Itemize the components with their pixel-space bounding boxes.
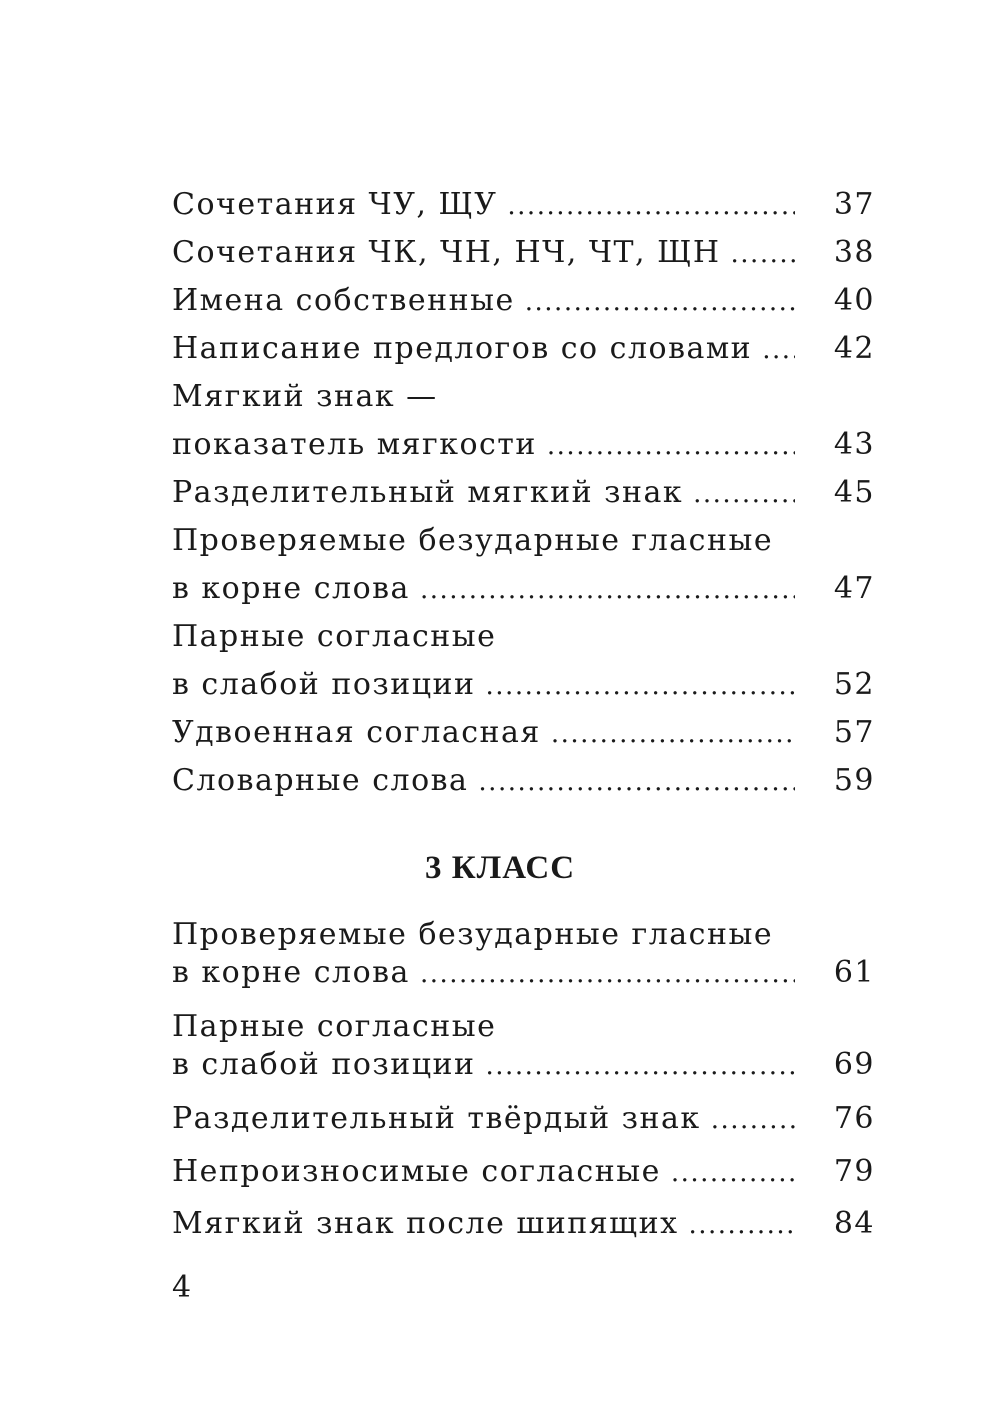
dot-leader	[688, 1201, 795, 1249]
toc-entry-title: Написание предлогов со словами	[172, 331, 753, 366]
toc-entry-line	[172, 661, 875, 709]
toc-entry-page: 84	[833, 1206, 875, 1241]
dot-leader	[525, 278, 795, 326]
dot-leader	[731, 230, 795, 278]
toc-entry[interactable]	[172, 1095, 875, 1143]
toc-entry-line	[172, 757, 875, 805]
toc-entry-line	[172, 709, 875, 757]
toc-entry-title: Проверяемые безударные гласные	[172, 917, 774, 952]
toc-entry[interactable]	[172, 469, 875, 517]
dot-leader	[762, 326, 795, 374]
section-heading: 3 КЛАСС	[424, 850, 576, 886]
toc-entry-title: Парные согласные	[172, 619, 497, 654]
toc-entry-title: Мягкий знак после шипящих	[172, 1206, 679, 1241]
toc-entry-title-continued: в корне слова	[172, 571, 410, 606]
toc-entry-title: Сочетания ЧК, ЧН, НЧ, ЧТ, ЩН	[172, 235, 721, 270]
toc-entry-line	[172, 1095, 875, 1143]
toc-entry[interactable]	[172, 277, 875, 325]
toc-entry-page: 37	[833, 187, 875, 222]
toc-entry[interactable]	[172, 325, 875, 373]
toc-entry-title-continued: в слабой позиции	[172, 667, 476, 702]
toc-entry-title: Проверяемые безударные гласные	[172, 523, 774, 558]
toc-entry-title-continued: в слабой позиции	[172, 1047, 476, 1082]
page-number: 4	[172, 1270, 192, 1305]
toc-entry-page: 69	[833, 1047, 875, 1082]
dot-leader	[478, 758, 795, 806]
toc-entry-page: 38	[833, 235, 875, 270]
toc-entry-line	[172, 469, 875, 517]
toc-entry-line	[172, 325, 875, 373]
toc-entry-line	[172, 421, 875, 469]
toc-entry[interactable]	[172, 517, 875, 613]
toc-entry-title: Разделительный мягкий знак	[172, 475, 684, 510]
dot-leader	[547, 422, 795, 470]
toc-entry-page: 40	[833, 283, 875, 318]
toc-entry-page: 52	[833, 667, 875, 702]
toc-entry[interactable]	[172, 229, 875, 277]
toc-entry[interactable]	[172, 757, 875, 805]
toc-entry-title: Мягкий знак —	[172, 379, 438, 414]
toc-entry-page: 43	[833, 427, 875, 462]
toc-entry-line	[172, 1046, 875, 1084]
toc-entry-title-continued: в корне слова	[172, 955, 410, 990]
toc-entry-title: Сочетания ЧУ, ЩУ	[172, 187, 498, 222]
toc-entry[interactable]	[172, 1148, 875, 1196]
toc-entry-title: Непроизносимые согласные	[172, 1154, 661, 1189]
toc-entry-line	[172, 373, 875, 421]
dot-leader	[711, 1096, 795, 1144]
toc-entry[interactable]	[172, 181, 875, 229]
toc-entry-page: 47	[833, 571, 875, 606]
toc-entry-title: Имена собственные	[172, 283, 515, 318]
toc-entry-title: Разделительный твёрдый знак	[172, 1101, 701, 1136]
dot-leader	[507, 182, 795, 230]
dot-leader	[420, 566, 795, 614]
dot-leader	[486, 662, 795, 710]
toc-entry-title: Удвоенная согласная	[172, 715, 541, 750]
toc-entry-page: 59	[833, 763, 875, 798]
dot-leader	[693, 470, 795, 518]
dot-leader	[671, 1149, 795, 1197]
toc-entry-line	[172, 1008, 875, 1046]
toc-entry-line	[172, 229, 875, 277]
dot-leader	[486, 1047, 795, 1085]
toc-entry-page: 42	[833, 331, 875, 366]
toc-entry[interactable]	[172, 1200, 875, 1248]
toc-entry-line	[172, 1200, 875, 1248]
toc-entry-page: 61	[833, 955, 875, 990]
toc-entry-line	[172, 517, 875, 565]
toc-entry-title: Парные согласные	[172, 1009, 497, 1044]
toc-entry-title: Словарные слова	[172, 763, 469, 798]
toc-entry-line	[172, 954, 875, 992]
toc-entry[interactable]	[172, 1008, 875, 1084]
toc-entry-line	[172, 565, 875, 613]
toc-entry-page: 79	[833, 1154, 875, 1189]
toc-entry[interactable]	[172, 709, 875, 757]
toc-entry[interactable]	[172, 613, 875, 709]
toc-entry-line	[172, 277, 875, 325]
dot-leader	[551, 710, 795, 758]
toc-entry-page: 45	[833, 475, 875, 510]
toc-entry-page: 76	[833, 1101, 875, 1136]
toc-entry-line	[172, 613, 875, 661]
toc-entry-line	[172, 1148, 875, 1196]
toc-entry-line	[172, 181, 875, 229]
toc-entry-title-continued: показатель мягкости	[172, 427, 537, 462]
toc-entry-page: 57	[833, 715, 875, 750]
toc-entry[interactable]	[172, 373, 875, 469]
toc-entry[interactable]	[172, 916, 875, 992]
dot-leader	[420, 955, 795, 993]
toc-entry-line	[172, 916, 875, 954]
